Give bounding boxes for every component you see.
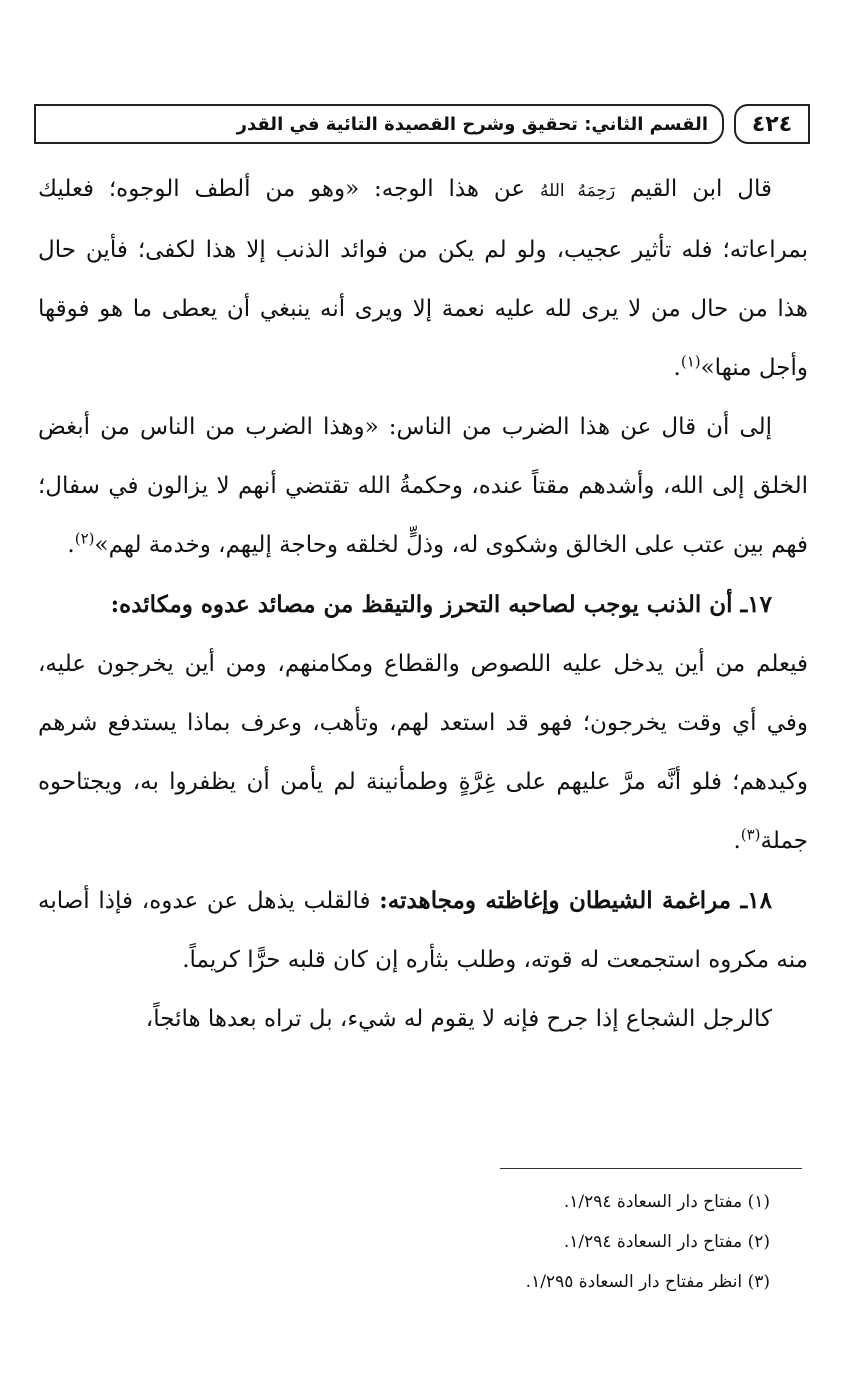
main-text (38, 160, 808, 1049)
paragraph-5 (38, 871, 808, 990)
paragraph-1 (38, 160, 808, 398)
running-title: القسم الثاني: تحقيق وشرح القصيدة التائية في القدر (236, 113, 708, 135)
paragraph-text: فالقلب يذهل عن عدوه، فإذا أصابه منه مكروه استجمعت له قوته، وطلب بثأره إن كان قلبه حرًّا كريماً. (38, 888, 808, 973)
footnote-1 (440, 1182, 770, 1222)
footnote-ref-2: (٢) (74, 529, 95, 548)
paragraph-3 (38, 575, 808, 635)
footnote-ref-1: (١) (680, 352, 701, 371)
footnote-2 (440, 1222, 770, 1262)
footnote-3 (440, 1262, 770, 1302)
page-header (34, 104, 810, 148)
running-title-box (34, 104, 724, 144)
section-heading-17: ١٧ـ أن الذنب يوجب لصاحبه التحرز والتيقظ من مصائد عدوه ومكائده: (110, 591, 772, 618)
paragraph-6 (38, 990, 808, 1049)
footnote-text: مفتاح دار السعادة ١/٢٩٤. (563, 1192, 743, 1212)
paragraph-text: قال ابن القيم (615, 176, 772, 202)
footnote-divider (500, 1168, 802, 1169)
paragraph-punct: . (733, 828, 741, 854)
section-heading-18: ١٨ـ مراغمة الشيطان وإغاظته ومجاهدته: (379, 887, 772, 914)
paragraph-text: كالرجل الشجاع إذا جرح فإنه لا يقوم له شيء، بل تراه بعدها هائجاً، (145, 1006, 772, 1032)
paragraph-text: إلى أن قال عن هذا الضرب من الناس: «وهذا الضرب من الناس من أبغض الخلق إلى الله، وأشدهم مقتاً عنده، وحكمةُ الله تقتضي أنهم لا يزالون في سفال؛ فهم بين عتب على الخالق وشكوى له، وذلٍّ لخلقه وحاجة إليهم، وخدمة لهم» (38, 414, 808, 558)
footnote-number: (٢) (747, 1232, 770, 1252)
paragraph-text: فيعلم من أين يدخل عليه اللصوص والقطاع ومكامنهم، ومن أين يخرجون عليه، وفي أي وقت يخرجون؛ فهو قد استعد لهم، وتأهب، وعرف بماذا يستدفع شرهم وكيدهم؛ فلو أنَّه مرَّ عليهم على غِرَّةٍ وطمأنينة لم يأمن أن يظفروا به، ويجتاحوه جملة (38, 651, 808, 854)
paragraph-2 (38, 398, 808, 575)
footnote-ref-3: (٣) (740, 825, 761, 844)
page-number: ٤٢٤ (751, 111, 793, 137)
paragraph-punct: . (67, 532, 75, 558)
honorific-phrase: رَحِمَهُ اللهُ (539, 181, 616, 201)
footnote-number: (١) (747, 1192, 770, 1212)
paragraph-punct: . (673, 355, 681, 381)
page-number-box (734, 104, 810, 144)
paragraph-4 (38, 635, 808, 871)
paragraph-text: عن هذا الوجه: «وهو من ألطف الوجوه؛ فعليك بمراعاته؛ فله تأثير عجيب، ولو لم يكن من فوائد الذنب إلا هذا لكفى؛ فأين حال هذا من حال من لا يرى لله عليه نعمة إلا ويرى أنه ينبغي أن يعطى ما هو فوقها وأجل منها» (38, 176, 808, 381)
footnote-number: (٣) (747, 1272, 770, 1292)
footnotes (440, 1182, 770, 1302)
footnote-text: انظر مفتاح دار السعادة ١/٢٩٥. (525, 1272, 743, 1292)
footnote-text: مفتاح دار السعادة ١/٢٩٤. (563, 1232, 743, 1252)
